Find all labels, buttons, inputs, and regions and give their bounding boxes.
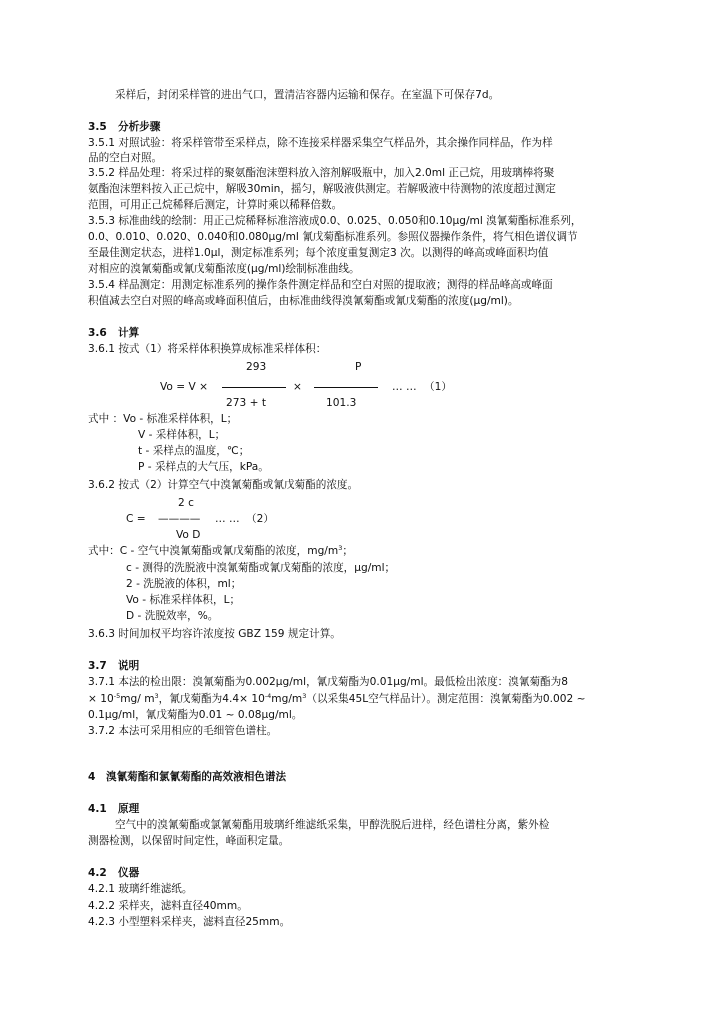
paragraph-3-5-2: 3.5.2 样品处理：将采过样的聚氨酯泡沫塑料放入溶剂解吸瓶中，加入2.0ml 正己烷，用玻璃棒将聚	[88, 167, 555, 179]
paragraph-3-6-2: 3.6.2 按式（2）计算空气中溴氰菊酯或氰戊菊酯的浓度。	[88, 479, 359, 491]
section-heading-3-5: 分析步骤	[118, 121, 161, 133]
where-term-d: D - 洗脱效率，%。	[126, 610, 219, 622]
paragraph-storage: 采样后，封闭采样管的进出气口，置清洁容器内运输和保存。在室温下可保存7d。	[115, 89, 500, 101]
paragraph-3-5-1: 3.5.1 对照试验：将采样管带至采样点，除不连接采样器采集空气样品外，其余操作同样品，作为样	[88, 137, 553, 149]
where-term-2: 2 - 洗脱液的体积，ml；	[126, 578, 242, 590]
eq1-times: ×	[293, 381, 302, 393]
paragraph-4-2-2: 4.2.2 采样夹，滤料直径40mm。	[88, 900, 248, 912]
paragraph-4-2-1: 4.2.1 玻璃纤维滤纸。	[88, 883, 193, 895]
eq2-fraction-bar: ————	[158, 513, 201, 525]
paragraph-3-7-1-cont: 0.1μg/ml，氰戊菊酯为0.01 ~ 0.08μg/ml。	[88, 709, 303, 721]
eq2-lhs: C =	[126, 513, 146, 525]
eq1-fraction-bar-2	[314, 387, 378, 388]
eq1-fraction-bar-1	[222, 387, 286, 388]
section-heading-4-1: 原理	[118, 803, 140, 815]
paragraph-3-5-1-cont: 品的空白对照。	[88, 152, 163, 164]
where-term-t: t - 采样点的温度，℃；	[138, 445, 250, 457]
where-term-v: V - 采样体积，L；	[138, 429, 226, 441]
paragraph-4-1-cont: 测器检测，以保留时间定性，峰面积定量。	[88, 835, 290, 847]
paragraph-4-1: 空气中的溴氰菊酯或氯氰菊酯用玻璃纤维滤纸采集，甲醇洗脱后进样，经色谱柱分离，紫外检	[115, 819, 550, 831]
paragraph-3-7-1-cont: × $10^{-5}mg/$ $m^3$，氰戊菊酯为$4.4\times 10^{-4}mg/m^3$（以采集45L空气样品计）。测定范围：溴氰菊酯为0.002 ~	[88, 692, 586, 705]
section-number-3-6: 3.6	[88, 327, 107, 339]
eq1-denominator-2: 101.3	[326, 397, 357, 409]
section-heading-4: 溴氰菊酯和氯氰菊酯的高效液相色谱法	[106, 771, 287, 783]
eq2-dots: … …	[215, 513, 240, 525]
paragraph-3-5-4-cont: 积值减去空白对照的峰高或峰面积值后，由标准曲线得溴氰菊酯或氰戊菊酯的浓度(μg/ml)。	[88, 295, 519, 307]
section-number-4-2: 4.2	[88, 867, 107, 879]
section-heading-3-7: 说明	[118, 660, 140, 672]
paragraph-3-6-3: 3.6.3 时间加权平均容许浓度按 GBZ 159 规定计算。	[88, 628, 341, 640]
eq2-denominator: Vo D	[176, 529, 201, 541]
paragraph-3-5-3: 3.5.3 标准曲线的绘制：用正己烷稀释标准溶液成0.0、0.025、0.050和0.10μg/ml 溴氰菊酯标准系列，	[88, 215, 582, 227]
paragraph-4-2-3: 4.2.3 小型塑料采样夹，滤料直径25mm。	[88, 916, 291, 928]
section-number-4-1: 4.1	[88, 803, 107, 815]
section-number-4: 4	[88, 771, 96, 783]
where-term-c-lower: c - 测得的洗脱液中溴氰菊酯或氰戊菊酯的浓度，μg/ml；	[126, 562, 396, 574]
where-term-c-upper: 式中：C - 空气中溴氰菊酯或氰戊菊酯的浓度，$mg/m^3$；	[88, 544, 353, 557]
section-heading-3-6: 计算	[118, 327, 140, 339]
paragraph-3-5-3-cont: 对相应的溴氰菊酯或氰戊菊酯浓度(μg/ml)绘制标准曲线。	[88, 263, 360, 275]
eq1-dots: … …	[392, 381, 417, 393]
where-term-p: P - 采样点的大气压，kPa。	[138, 461, 269, 473]
where-term-vo: 式中 ：Vo - 标准采样体积，L；	[88, 413, 238, 425]
paragraph-3-5-4: 3.5.4 样品测定：用测定标准系列的操作条件测定样品和空白对照的提取液；测得的样品峰高或峰面	[88, 279, 553, 291]
eq1-lhs: Vo = V ×	[160, 381, 209, 393]
paragraph-3-7-1: 3.7.1 本法的检出限：溴氰菊酯为0.002μg/ml，氰戊菊酯为0.01μg/ml。最低检出浓度：溴氰菊酯为8	[88, 676, 568, 688]
paragraph-3-5-3-cont: 至最佳测定状态，进样1.0μl，测定标准系列；每个浓度重复测定3 次。以测得的峰高或峰面积均值	[88, 247, 549, 259]
eq2-numerator: 2 c	[178, 497, 194, 509]
eq1-tag: （1）	[424, 381, 452, 393]
eq1-numerator-2: P	[355, 361, 362, 373]
paragraph-3-5-2-cont: 范围，可用正己烷稀释后测定，计算时乘以稀释倍数。	[88, 199, 343, 211]
section-number-3-5: 3.5	[88, 121, 107, 133]
section-number-3-7: 3.7	[88, 660, 107, 672]
paragraph-3-5-2-cont: 氨酯泡沫塑料按入正己烷中，解吸30min，摇匀，解吸液供测定。若解吸液中待测物的浓度超过测定	[88, 183, 556, 195]
eq1-numerator-1: 293	[246, 361, 267, 373]
paragraph-3-6-1: 3.6.1 按式（1）将采样体积换算成标准采样体积：	[88, 343, 327, 355]
eq1-denominator-1: 273 + t	[226, 397, 266, 409]
eq2-tag: （2）	[246, 513, 274, 525]
paragraph-3-5-3-cont: 0.0、0.010、0.020、0.040和0.080μg/ml 氰戊菊酯标准系列。参照仪器操作条件，将气相色谱仪调节	[88, 231, 578, 243]
section-heading-4-2: 仪器	[118, 867, 140, 879]
paragraph-3-7-2: 3.7.2 本法可采用相应的毛细管色谱柱。	[88, 725, 278, 737]
where-term-vo: Vo - 标准采样体积，L；	[126, 594, 241, 606]
